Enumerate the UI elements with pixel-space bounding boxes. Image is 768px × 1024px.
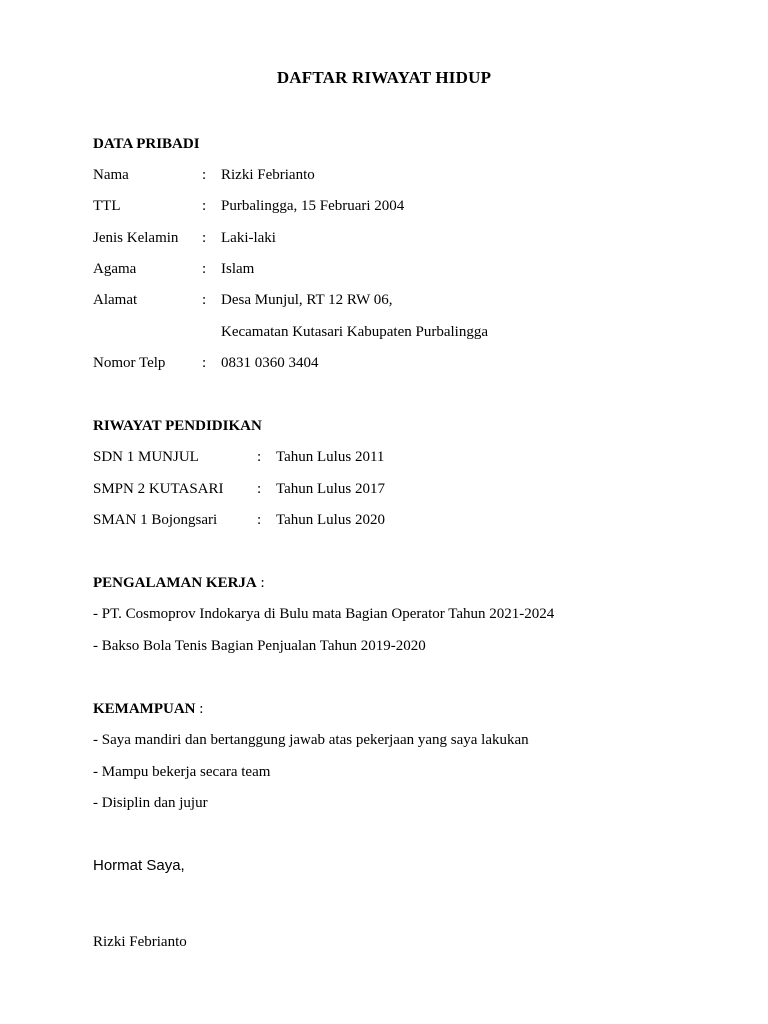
education-heading: RIWAYAT PENDIDIKAN — [93, 418, 262, 434]
colon: : — [257, 449, 262, 465]
colon: : — [202, 198, 207, 214]
heading-colon: : — [195, 701, 204, 717]
colon: : — [202, 292, 207, 308]
school-name: SDN 1 MUNJUL — [93, 449, 199, 465]
experience-heading-line — [93, 573, 265, 593]
personal-value: 0831 0360 3404 — [221, 355, 319, 371]
skill-item: - Mampu bekerja secara team — [93, 764, 271, 780]
document-title: DAFTAR RIWAYAT HIDUP — [276, 68, 492, 87]
colon: : — [202, 261, 207, 277]
personal-label: Jenis Kelamin — [93, 230, 179, 246]
signatory-name: Rizki Febrianto — [93, 934, 187, 950]
school-name: SMPN 2 KUTASARI — [93, 481, 224, 497]
graduation-year: Tahun Lulus 2020 — [276, 512, 385, 528]
heading-colon: : — [256, 575, 265, 591]
skill-item: - Saya mandiri dan bertanggung jawab atas pekerjaan yang saya lakukan — [93, 732, 529, 748]
colon: : — [257, 512, 262, 528]
colon: : — [202, 167, 207, 183]
personal-value: Purbalingga, 15 Februari 2004 — [221, 198, 405, 214]
personal-value: Laki-laki — [221, 230, 276, 246]
personal-value: Kecamatan Kutasari Kabupaten Purbalingga — [221, 324, 488, 340]
personal-label: Alamat — [93, 292, 138, 308]
colon: : — [202, 355, 207, 371]
graduation-year: Tahun Lulus 2017 — [276, 481, 385, 497]
experience-item: - Bakso Bola Tenis Bagian Penjualan Tahun 2019-2020 — [93, 638, 426, 654]
school-name: SMAN 1 Bojongsari — [93, 512, 218, 528]
personal-label: Nama — [93, 167, 129, 183]
colon: : — [202, 230, 207, 246]
personal-label: Nomor Telp — [93, 355, 166, 371]
personal-value: Desa Munjul, RT 12 RW 06, — [221, 292, 393, 308]
experience-heading: PENGALAMAN KERJA — [93, 575, 257, 591]
skills-heading-line — [93, 699, 203, 719]
personal-value: Islam — [221, 261, 255, 277]
personal-heading: DATA PRIBADI — [93, 136, 200, 152]
personal-label: Agama — [93, 261, 137, 277]
colon: : — [257, 481, 262, 497]
personal-label: TTL — [93, 198, 121, 214]
skill-item: - Disiplin dan jujur — [93, 795, 208, 811]
skills-heading: KEMAMPUAN — [93, 701, 196, 717]
experience-item: - PT. Cosmoprov Indokarya di Bulu mata Bagian Operator Tahun 2021-2024 — [93, 606, 555, 622]
graduation-year: Tahun Lulus 2011 — [276, 449, 385, 465]
personal-value: Rizki Febrianto — [221, 167, 315, 183]
closing-greeting: Hormat Saya, — [93, 857, 185, 874]
